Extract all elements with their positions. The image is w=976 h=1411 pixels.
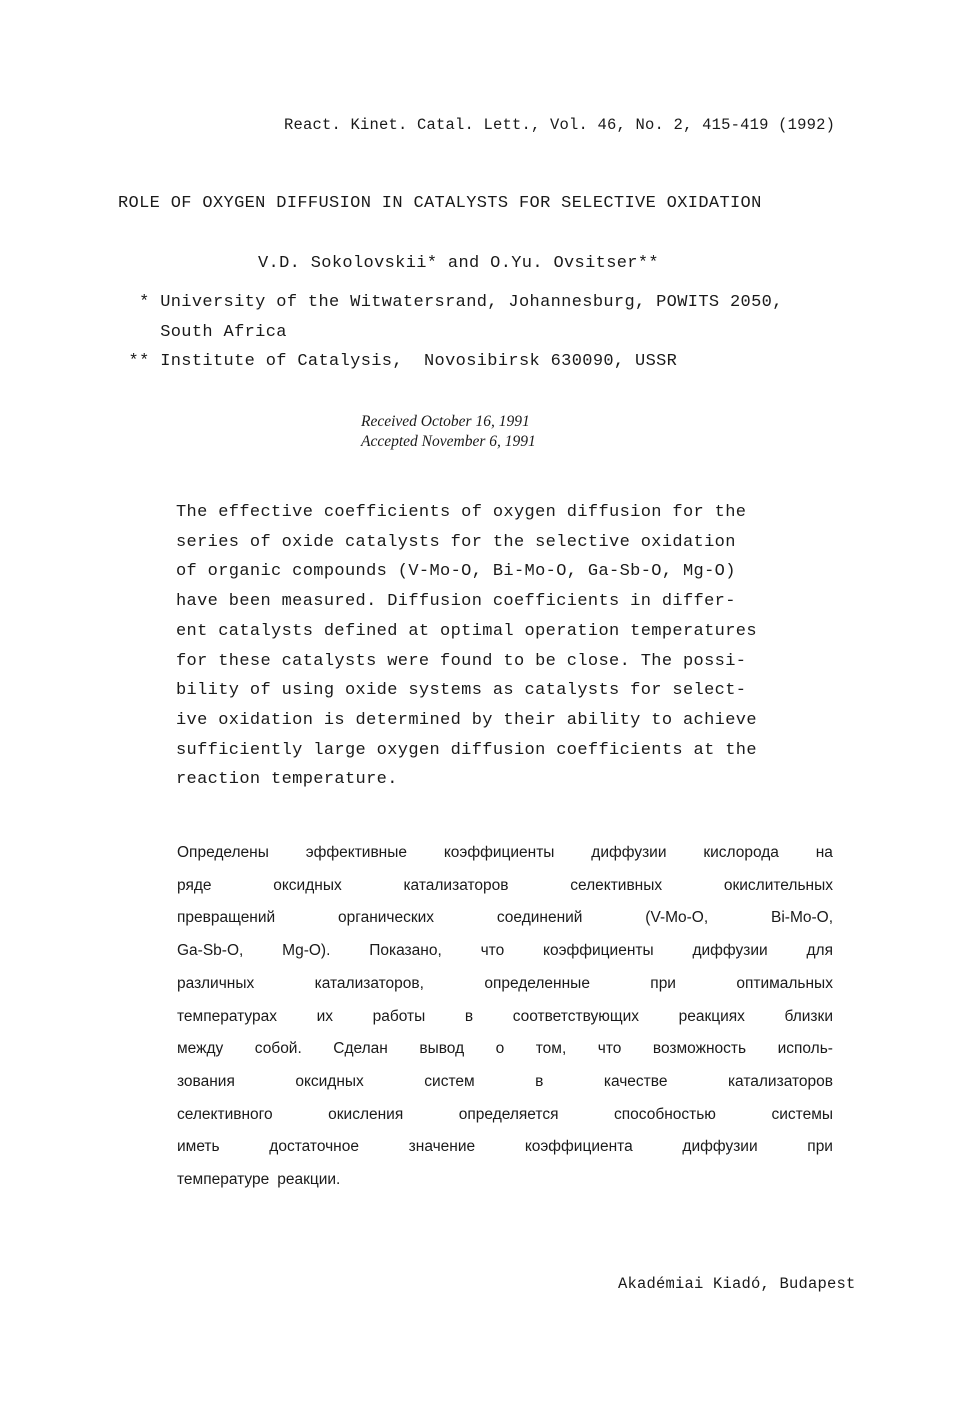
abstract-ru-word: температурах	[177, 1007, 277, 1025]
abstract-ru-word: при	[807, 1138, 833, 1156]
abstract-ru-word: Mg-O).	[282, 942, 331, 960]
abstract-ru-word: достаточное	[269, 1138, 359, 1156]
abstract-ru-word: диффузии	[591, 844, 667, 861]
abstract-russian	[177, 837, 833, 1197]
abstract-ru-line	[177, 968, 833, 1001]
abstract-ru-word: Показано,	[369, 942, 442, 960]
abstract-ru-word: что	[597, 1040, 622, 1058]
abstract-ru-word: работы	[372, 1007, 426, 1025]
abstract-ru-word: в	[464, 1007, 474, 1025]
abstract-ru-word: коэффициенты	[543, 942, 654, 960]
abstract-english	[176, 498, 836, 795]
abstract-ru-line	[177, 902, 833, 935]
abstract-ru-word: реакции.	[277, 1171, 341, 1189]
abstract-en-line: The effective coefficients of oxygen diffusion for the	[176, 503, 747, 522]
abstract-ru-word: селективных	[570, 876, 663, 894]
abstract-ru-word: определяется	[458, 1105, 559, 1123]
abstract-ru-line	[177, 870, 833, 903]
abstract-en-line: for these catalysts were found to be close. The possi-	[176, 651, 747, 671]
abstract-ru-word: между	[177, 1040, 224, 1058]
abstract-ru-word: оксидных	[295, 1072, 364, 1090]
journal-citation: React. Kinet. Catal. Lett., Vol. 46, No. 2, 415-419 (1992)	[284, 116, 836, 134]
abstract-en-line: series of oxide catalysts for the selective oxidation	[176, 532, 736, 552]
abstract-ru-word: значение	[408, 1138, 476, 1156]
abstract-ru-word: (V-Mo-O,	[645, 909, 709, 927]
abstract-ru-word: качестве	[603, 1072, 668, 1090]
abstract-ru-word: окисления	[328, 1105, 404, 1123]
abstract-ru-word: селективного	[177, 1105, 273, 1123]
abstract-ru-word: соответствующих	[512, 1007, 639, 1025]
abstract-ru-line	[177, 1131, 833, 1164]
abstract-ru-word: превращений	[177, 909, 276, 927]
abstract-ru-word: о	[495, 1040, 505, 1058]
abstract-ru-word: систем	[424, 1072, 475, 1090]
affiliation-1-continued: South Africa	[118, 323, 287, 342]
abstract-ru-word: Сделан	[333, 1040, 388, 1058]
abstract-ru-word: для	[806, 942, 833, 960]
abstract-ru-line	[177, 1066, 833, 1099]
abstract-ru-word: что	[480, 942, 505, 960]
abstract-ru-word: том,	[535, 1040, 567, 1058]
abstract-en-line: ive oxidation is determined by their ability to achieve	[176, 710, 757, 730]
abstract-en-line: bility of using oxide systems as catalysts for select-	[176, 681, 747, 701]
submission-dates	[361, 412, 536, 452]
abstract-ru-word: исполь-	[777, 1040, 833, 1058]
abstract-ru-word: коэффициента	[524, 1138, 633, 1156]
abstract-ru-word: Bi-Mo-O,	[771, 909, 833, 927]
abstract-ru-word: Ga-Sb-O,	[177, 942, 244, 960]
abstract-ru-line	[177, 1099, 833, 1132]
authors: V.D. Sokolovskii* and O.Yu. Ovsitser**	[258, 254, 659, 273]
abstract-en-line: reaction temperature.	[176, 770, 398, 790]
abstract-ru-word: их	[316, 1007, 333, 1025]
abstract-en-line: of organic compounds (V-Mo-O, Bi-Mo-O, Ga-Sb-O, Mg-O)	[176, 562, 736, 582]
abstract-ru-word: близки	[784, 1007, 833, 1025]
received-date: Received October 16, 1991	[361, 413, 530, 430]
abstract-ru-word: Определены	[177, 844, 269, 861]
abstract-ru-word: эффективные	[305, 844, 408, 861]
abstract-ru-word: соединений	[496, 909, 583, 927]
abstract-ru-word: катализаторов	[727, 1072, 833, 1090]
abstract-ru-word: способностью	[614, 1105, 716, 1123]
abstract-ru-word: катализаторов,	[314, 974, 424, 992]
abstract-ru-word: катализаторов	[403, 876, 509, 894]
abstract-ru-word: оптимальных	[736, 974, 833, 992]
accepted-date: Accepted November 6, 1991	[361, 433, 536, 450]
abstract-ru-word: в	[535, 1072, 544, 1090]
abstract-ru-line	[177, 837, 833, 870]
abstract-ru-word: диффузии	[682, 1138, 758, 1156]
abstract-ru-word: возможность	[652, 1040, 747, 1058]
abstract-en-line: sufficiently large oxygen diffusion coefficients at the	[176, 740, 757, 760]
abstract-ru-word: ряде	[177, 876, 212, 894]
publisher-imprint: Akadémiai Kiadó, Budapest	[618, 1275, 856, 1293]
paper-title: ROLE OF OXYGEN DIFFUSION IN CATALYSTS FOR SELECTIVE OXIDATION	[118, 194, 762, 213]
abstract-ru-word: системы	[771, 1105, 833, 1123]
abstract-ru-line	[177, 935, 833, 968]
abstract-ru-word: коэффициенты	[443, 844, 555, 861]
abstract-ru-word: диффузии	[692, 942, 768, 960]
abstract-ru-word: реакциях	[678, 1007, 745, 1025]
abstract-en-line: ent catalysts defined at optimal operation temperatures	[176, 621, 757, 641]
abstract-ru-word: при	[650, 974, 676, 992]
abstract-ru-word: окислительных	[723, 876, 833, 894]
abstract-ru-word: органических	[338, 909, 435, 927]
abstract-ru-word: собой.	[254, 1040, 302, 1058]
abstract-ru-word: определенные	[484, 974, 590, 992]
affiliation-1: * University of the Witwatersrand, Johannesburg, POWITS 2050,	[118, 293, 783, 312]
abstract-ru-word: на	[815, 844, 833, 861]
abstract-ru-word: оксидных	[273, 876, 342, 894]
abstract-ru-word: различных	[177, 974, 255, 992]
abstract-ru-line	[177, 1164, 833, 1197]
abstract-ru-word: температуре	[177, 1171, 270, 1189]
affiliation-2: ** Institute of Catalysis, Novosibirsk 630090, USSR	[118, 352, 678, 371]
abstract-ru-word: вывод	[419, 1040, 465, 1058]
abstract-en-line: have been measured. Diffusion coefficients in differ-	[176, 592, 736, 612]
abstract-ru-word: иметь	[177, 1138, 220, 1156]
abstract-ru-line	[177, 1033, 833, 1066]
abstract-ru-word: зования	[177, 1072, 235, 1090]
abstract-ru-line	[177, 1001, 833, 1034]
abstract-ru-word: кислорода	[703, 844, 779, 861]
